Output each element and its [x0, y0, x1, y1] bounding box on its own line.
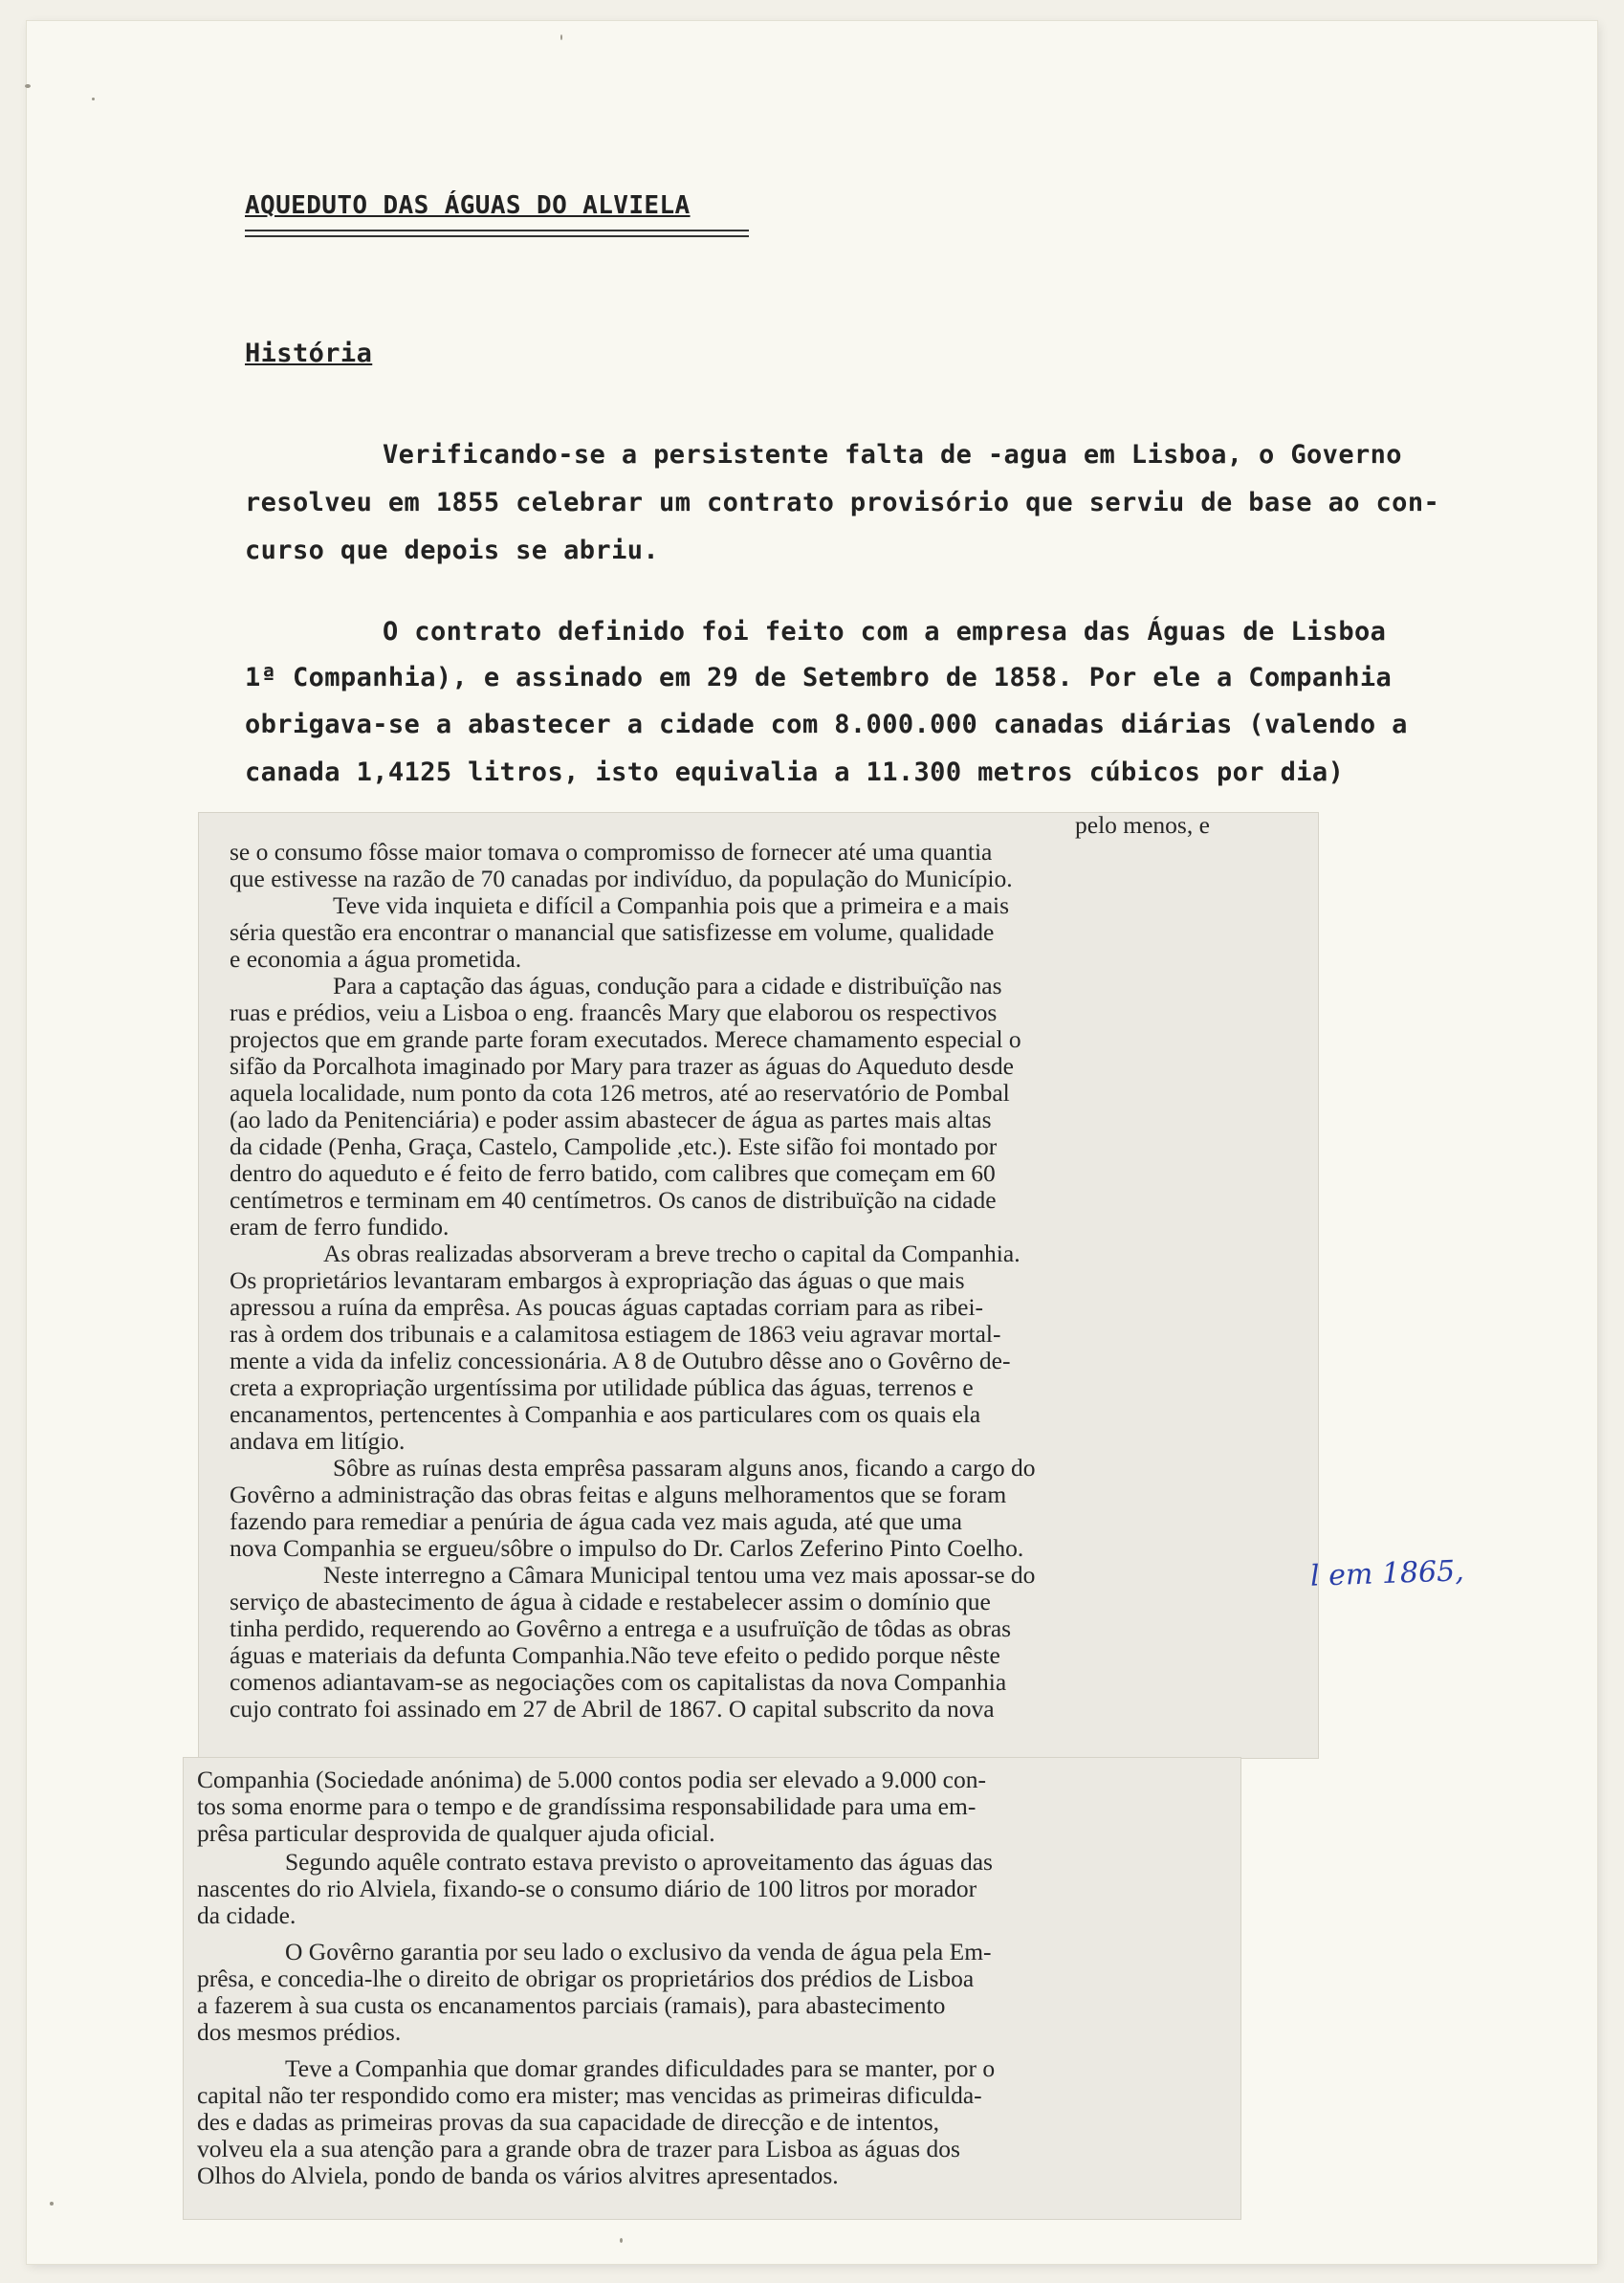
clipping-line: tos soma enorme para o tempo e de grandíssima responsabilidade para uma em-	[197, 1792, 977, 1820]
clipping-line: fazendo para remediar a penúria de água cada vez mais aguda, até que uma	[230, 1507, 962, 1535]
newspaper-clipping-2	[184, 1758, 1240, 2219]
title-double-underline-bottom	[245, 235, 749, 237]
clipping-line: (ao lado da Penitenciária) e poder assim abastecer de água as partes mais altas	[230, 1106, 992, 1133]
clipping-line: nova Companhia se ergueu/sôbre o impulso do Dr. Carlos Zeferino Pinto Coelho.	[230, 1534, 1024, 1562]
clipping-line: Teve vida inquieta e difícil a Companhia pois que a primeira e a mais	[333, 891, 1010, 919]
clipping-line: centímetros e terminam em 40 centímetros. Os canos de distribuïção na cidade	[230, 1186, 997, 1214]
title-double-underline-top	[245, 230, 749, 231]
clipping-line: des e dadas as primeiras provas da sua capacidade de direcção e de intentos,	[197, 2108, 939, 2136]
clipping-line: dentro do aqueduto e é feito de ferro batido, com calibres que começam em 60	[230, 1159, 996, 1187]
clipping-line: mente a vida da infeliz concessionária. A 8 de Outubro dêsse ano o Govêrno de-	[230, 1347, 1011, 1374]
clipping-line: andava em litígio.	[230, 1427, 406, 1455]
clipping-line: que estivesse na razão de 70 canadas por indivíduo, da população do Município.	[230, 865, 1013, 892]
clipping-line: pelo menos, e	[1075, 813, 1210, 839]
paper-speck	[25, 84, 31, 88]
clipping-line: prêsa, e concedia-lhe o direito de obrigar os proprietários dos prédios de Lisboa	[197, 1965, 975, 1992]
clipping-line: séria questão era encontrar o manancial que satisfizesse em volume, qualidade	[230, 918, 995, 946]
clipping-line: nascentes do rio Alviela, fixando-se o consumo diário de 100 litros por morador	[197, 1875, 977, 1902]
typed-paragraph-1-line: resolveu em 1855 celebrar um contrato provisório que serviu de base ao con-	[245, 488, 1440, 517]
typed-paragraph-1-line: Verificando-se a persistente falta de -agua em Lisboa, o Governo	[383, 440, 1402, 470]
typed-paragraph-1-line: curso que depois se abriu.	[245, 536, 660, 565]
clipping-line: creta a expropriação urgentíssima por utilidade pública das águas, terrenos e	[230, 1373, 974, 1401]
clipping-line: Olhos do Alviela, pondo de banda os vários alvitres apresentados.	[197, 2162, 839, 2189]
clipping-line: Govêrno a administração das obras feitas e alguns melhoramentos que se foram	[230, 1481, 1007, 1508]
clipping-line: As obras realizadas absorveram a breve trecho o capital da Companhia.	[323, 1240, 1020, 1267]
typed-paragraph-2-line: canada 1,4125 litros, isto equivalia a 11.300 metros cúbicos por dia)	[245, 757, 1345, 787]
clipping-line: encanamentos, pertencentes à Companhia e aos particulares com os quais ela	[230, 1400, 981, 1428]
clipping-line: Segundo aquêle contrato estava previsto o aproveitamento das águas das	[285, 1848, 993, 1876]
typed-paragraph-2-line: O contrato definido foi feito com a empresa das Águas de Lisboa	[383, 617, 1387, 647]
paper-speck	[560, 34, 562, 40]
typed-paragraph-2-line: 1ª Companhia), e assinado em 29 de Setembro de 1858. Por ele a Companhia	[245, 663, 1393, 692]
clipping-line: prêsa particular desprovida de qualquer ajuda oficial.	[197, 1819, 715, 1847]
clipping-line: eram de ferro fundido.	[230, 1213, 450, 1240]
clipping-line: a fazerem à sua custa os encanamentos parciais (ramais), para abastecimento	[197, 1991, 946, 2019]
typed-paragraph-2-line: obrigava-se a abastecer a cidade com 8.000.000 canadas diárias (valendo a	[245, 710, 1408, 739]
clipping-line: Teve a Companhia que domar grandes dificuldades para se manter, por o	[285, 2054, 996, 2082]
clipping-line: apressou a ruína da emprêsa. As poucas águas captadas corriam para as ribei-	[230, 1293, 984, 1321]
clipping-line: serviço de abastecimento de água à cidade e restabelecer assim o domínio que	[230, 1588, 991, 1615]
clipping-line: projectos que em grande parte foram executados. Merece chamamento especial o	[230, 1025, 1021, 1053]
clipping-line: capital não ter respondido como era mister; mas vencidas as primeiras dificulda-	[197, 2081, 982, 2109]
clipping-line: da cidade.	[197, 1901, 296, 1929]
clipping-line: da cidade (Penha, Graça, Castelo, Campolide ,etc.). Este sifão foi montado por	[230, 1132, 998, 1160]
newspaper-clipping-1	[199, 813, 1318, 1758]
paper-speck	[50, 2202, 54, 2206]
clipping-line: sifão da Porcalhota imaginado por Mary para trazer as águas do Aqueduto desde	[230, 1052, 1014, 1080]
paper-speck	[92, 98, 95, 100]
clipping-line: ruas e prédios, veiu a Lisboa o eng. fraancês Mary que elaborou os respectivos	[230, 999, 998, 1026]
clipping-line: volveu ela a sua atenção para a grande obra de trazer para Lisboa as águas dos	[197, 2135, 960, 2162]
clipping-line: cujo contrato foi assinado em 27 de Abril de 1867. O capital subscrito da nova	[230, 1695, 995, 1723]
clipping-line: Os proprietários levantaram embargos à expropriação das águas o que mais	[230, 1266, 965, 1294]
clipping-line: Companhia (Sociedade anónima) de 5.000 contos podia ser elevado a 9.000 con-	[197, 1766, 986, 1793]
document-title: AQUEDUTO DAS ÁGUAS DO ALVIELA	[245, 191, 691, 220]
clipping-line: Sôbre as ruínas desta emprêsa passaram alguns anos, ficando a cargo do	[333, 1454, 1036, 1482]
clipping-line: Para a captação das águas, condução para a cidade e distribuïção nas	[333, 972, 1002, 999]
clipping-line: águas e materiais da defunta Companhia.Não teve efeito o pedido porque nêste	[230, 1641, 1000, 1669]
clipping-line: dos mesmos prédios.	[197, 2018, 402, 2046]
clipping-line: se o consumo fôsse maior tomava o compromisso de fornecer até uma quantia	[230, 838, 993, 866]
clipping-line: ras à ordem dos tribunais e a calamitosa estiagem de 1863 veiu agravar mortal-	[230, 1320, 1001, 1348]
clipping-line: tinha perdido, requerendo ao Govêrno a entrega e a usufruïção de tôdas as obras	[230, 1614, 1012, 1642]
clipping-line: e economia a água prometida.	[230, 945, 522, 973]
paper-speck	[620, 2238, 623, 2243]
section-heading: História	[245, 339, 373, 368]
clipping-line: aquela localidade, num ponto da cota 126 metros, até ao reservatório de Pombal	[230, 1079, 1010, 1107]
handwritten-margin-note: l em 1865,	[1309, 1554, 1465, 1593]
clipping-line: Neste interregno a Câmara Municipal tentou uma vez mais apossar-se do	[323, 1561, 1036, 1589]
clipping-line: comenos adiantavam-se as negociações com os capitalistas da nova Companhia	[230, 1668, 1007, 1696]
clipping-line: O Govêrno garantia por seu lado o exclusivo da venda de água pela Em-	[285, 1938, 992, 1965]
